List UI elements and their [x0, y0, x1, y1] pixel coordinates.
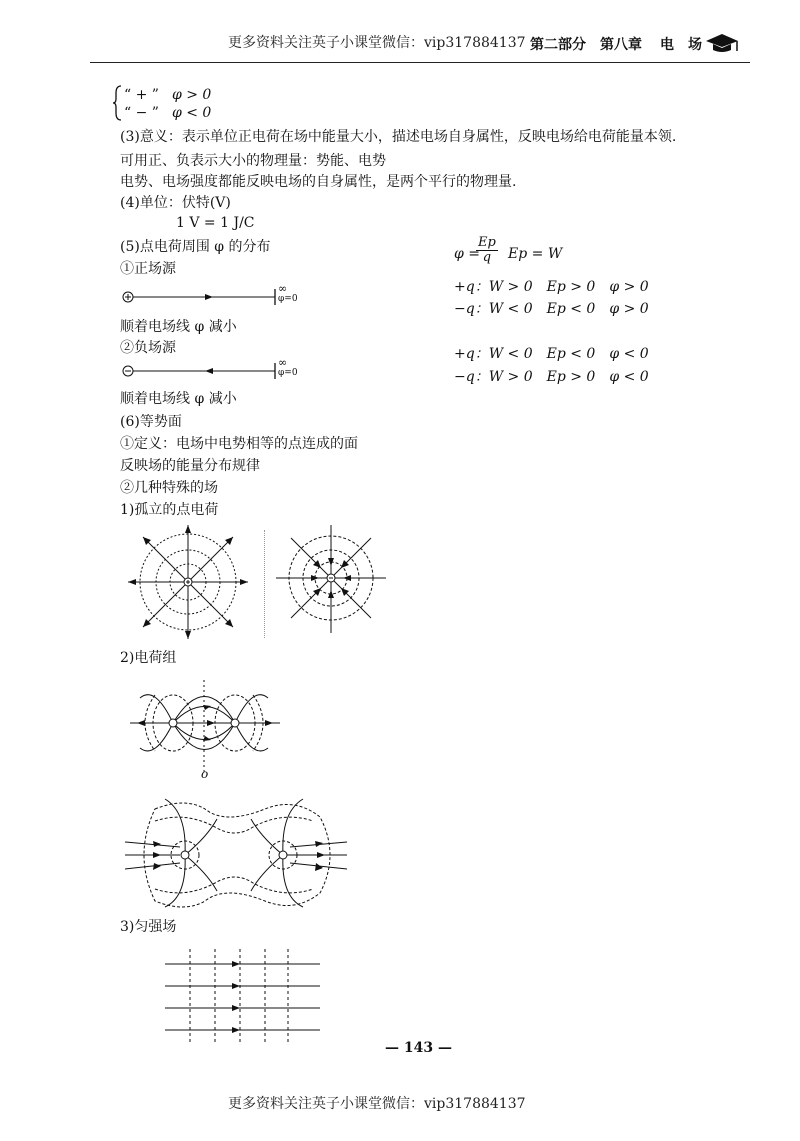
inf-label-1: ∞: [278, 282, 288, 295]
text-unit: (4)单位：伏特(V): [120, 195, 231, 211]
phi0-label-1: φ=0: [278, 294, 298, 304]
formula-fraction: [476, 236, 498, 265]
isolated-positive-charge-diagram: [125, 525, 255, 645]
like-charges-field-diagram: [125, 797, 350, 907]
origin-label: o: [201, 767, 209, 781]
text-positive-source: ①正场源: [120, 261, 176, 277]
formula-row-1: +q：W > 0 Ep > 0 φ > 0: [454, 279, 649, 295]
header-chapter: 第八章: [600, 37, 642, 53]
text-isolated-charge: 1)孤立的点电荷: [120, 502, 219, 518]
text-definition: ①定义：电场中电势相等的点连成的面: [120, 436, 358, 452]
graduation-cap-icon: [704, 32, 740, 54]
sign-positive-cond: φ > 0: [172, 87, 212, 103]
text-meaning-b: 可用正、负表示大小的物理量：势能、电势: [120, 153, 386, 169]
text-charge-group: 2)电荷组: [120, 650, 177, 666]
inf-label-2: ∞: [278, 356, 288, 369]
text-distribution: (5)点电荷周围 φ 的分布: [120, 239, 271, 255]
formula-row-4: −q：W > 0 Ep > 0 φ < 0: [454, 369, 649, 385]
uniform-field-diagram: [160, 944, 325, 1044]
footer-watermark: 更多资料关注英子小课堂微信：vip317884137: [228, 1096, 526, 1112]
text-meaning: (3)意义：表示单位正电荷在场中能量大小，描述电场自身属性，反映电场给电荷能量本领.: [120, 129, 677, 145]
isolated-negative-charge-diagram: [276, 525, 406, 637]
text-special-fields: ②几种特殊的场: [120, 480, 218, 496]
formula-num: Ep: [478, 235, 496, 250]
sign-negative: “ − ”: [124, 105, 159, 121]
text-decrease-2: 顺着电场线 φ 减小: [120, 391, 237, 407]
text-decrease-1: 顺着电场线 φ 减小: [120, 319, 237, 335]
text-equipotential: (6)等势面: [120, 414, 182, 430]
formula-rhs: Ep = W: [508, 246, 563, 262]
sign-positive: “ + ”: [124, 87, 159, 103]
formula-phi: φ =: [454, 246, 480, 262]
phi0-label-2: φ=0: [278, 368, 298, 378]
header-section: 第二部分: [530, 37, 586, 53]
header-watermark: 更多资料关注英子小课堂微信：vip317884137: [228, 35, 526, 51]
header-title: 电 场: [660, 37, 702, 53]
page-number: — 143 —: [385, 1040, 452, 1056]
sign-negative-cond: φ < 0: [172, 105, 212, 121]
text-unit-def: 1 V = 1 J/C: [176, 215, 255, 231]
text-negative-source: ②负场源: [120, 340, 176, 356]
header-rule: [90, 62, 750, 63]
text-meaning-c: 电势、电场强度都能反映电场的自身属性，是两个平行的物理量.: [120, 174, 517, 190]
formula-row-2: −q：W < 0 Ep < 0 φ > 0: [454, 301, 649, 317]
dipole-field-diagram: [125, 680, 285, 780]
text-reflect: 反映场的能量分布规律: [120, 458, 260, 474]
formula-row-3: +q：W < 0 Ep < 0 φ < 0: [454, 346, 649, 362]
text-uniform-field: 3)匀强场: [120, 919, 177, 935]
brace-icon: [112, 85, 122, 121]
formula-den: q: [482, 250, 492, 265]
divider: [264, 530, 266, 638]
